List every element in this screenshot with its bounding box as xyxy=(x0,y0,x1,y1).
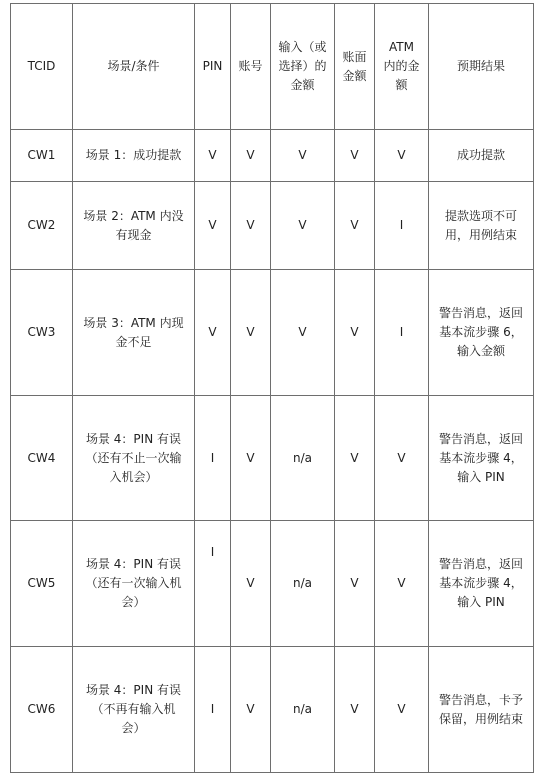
cell-scenario: 场景 4：PIN 有误 （还有一次输入机 会） xyxy=(73,521,195,647)
cell-input-amount: V xyxy=(271,130,335,182)
cell-expected-result: 成功提款 xyxy=(429,130,534,182)
cell-pin: I xyxy=(195,647,231,773)
table-row xyxy=(11,647,534,773)
table-row xyxy=(11,182,534,270)
cell-balance: V xyxy=(335,130,375,182)
cell-expected-result: 警告消息，返回 基本流步骤 4， 输入 PIN xyxy=(429,521,534,647)
cell-atm-amount: V xyxy=(375,521,429,647)
cell-account: V xyxy=(231,130,271,182)
cell-tcid: CW6 xyxy=(11,647,73,773)
header-account: 账号 xyxy=(231,4,271,130)
cell-account: V xyxy=(231,396,271,521)
cell-account: V xyxy=(231,647,271,773)
cell-pin: I xyxy=(195,396,231,521)
cell-input-amount: n/a xyxy=(271,647,335,773)
cell-input-amount: n/a xyxy=(271,521,335,647)
cell-expected-result: 警告消息，返回 基本流步骤 4， 输入 PIN xyxy=(429,396,534,521)
table-row xyxy=(11,521,534,647)
cell-pin: V xyxy=(195,182,231,270)
header-expected-result: 预期结果 xyxy=(429,4,534,130)
cell-account: V xyxy=(231,521,271,647)
cell-account: V xyxy=(231,182,271,270)
header-tcid: TCID xyxy=(11,4,73,130)
cell-expected-result: 提款选项不可 用，用例结束 xyxy=(429,182,534,270)
cell-tcid: CW1 xyxy=(11,130,73,182)
cell-pin: V xyxy=(195,270,231,396)
cell-balance: V xyxy=(335,647,375,773)
cell-balance: V xyxy=(335,270,375,396)
cell-scenario: 场景 4：PIN 有误 （还有不止一次输 入机会） xyxy=(73,396,195,521)
cell-atm-amount: V xyxy=(375,130,429,182)
test-case-table xyxy=(10,3,534,773)
header-atm-amount: ATM 内的金 额 xyxy=(375,4,429,130)
table-row xyxy=(11,396,534,521)
cell-atm-amount: V xyxy=(375,647,429,773)
cell-balance: V xyxy=(335,396,375,521)
cell-input-amount: V xyxy=(271,182,335,270)
cell-tcid: CW2 xyxy=(11,182,73,270)
cell-pin: V xyxy=(195,130,231,182)
cell-input-amount: n/a xyxy=(271,396,335,521)
cell-expected-result: 警告消息，卡予 保留，用例结束 xyxy=(429,647,534,773)
cell-tcid: CW5 xyxy=(11,521,73,647)
table-row xyxy=(11,270,534,396)
header-input-amount: 输入（或 选择）的 金额 xyxy=(271,4,335,130)
cell-input-amount: V xyxy=(271,270,335,396)
header-pin: PIN xyxy=(195,4,231,130)
header-balance: 账面 金额 xyxy=(335,4,375,130)
cell-balance: V xyxy=(335,521,375,647)
header-scenario: 场景/条件 xyxy=(73,4,195,130)
cell-atm-amount: V xyxy=(375,396,429,521)
cell-atm-amount: I xyxy=(375,270,429,396)
cell-tcid: CW3 xyxy=(11,270,73,396)
cell-scenario: 场景 4：PIN 有误 （不再有输入机 会） xyxy=(73,647,195,773)
cell-pin: I xyxy=(195,521,231,647)
cell-scenario: 场景 3：ATM 内现 金不足 xyxy=(73,270,195,396)
cell-scenario: 场景 1：成功提款 xyxy=(73,130,195,182)
table-row xyxy=(11,130,534,182)
cell-balance: V xyxy=(335,182,375,270)
cell-expected-result: 警告消息，返回 基本流步骤 6， 输入金额 xyxy=(429,270,534,396)
cell-scenario: 场景 2：ATM 内没 有现金 xyxy=(73,182,195,270)
cell-atm-amount: I xyxy=(375,182,429,270)
cell-account: V xyxy=(231,270,271,396)
cell-tcid: CW4 xyxy=(11,396,73,521)
header-row xyxy=(11,4,534,130)
